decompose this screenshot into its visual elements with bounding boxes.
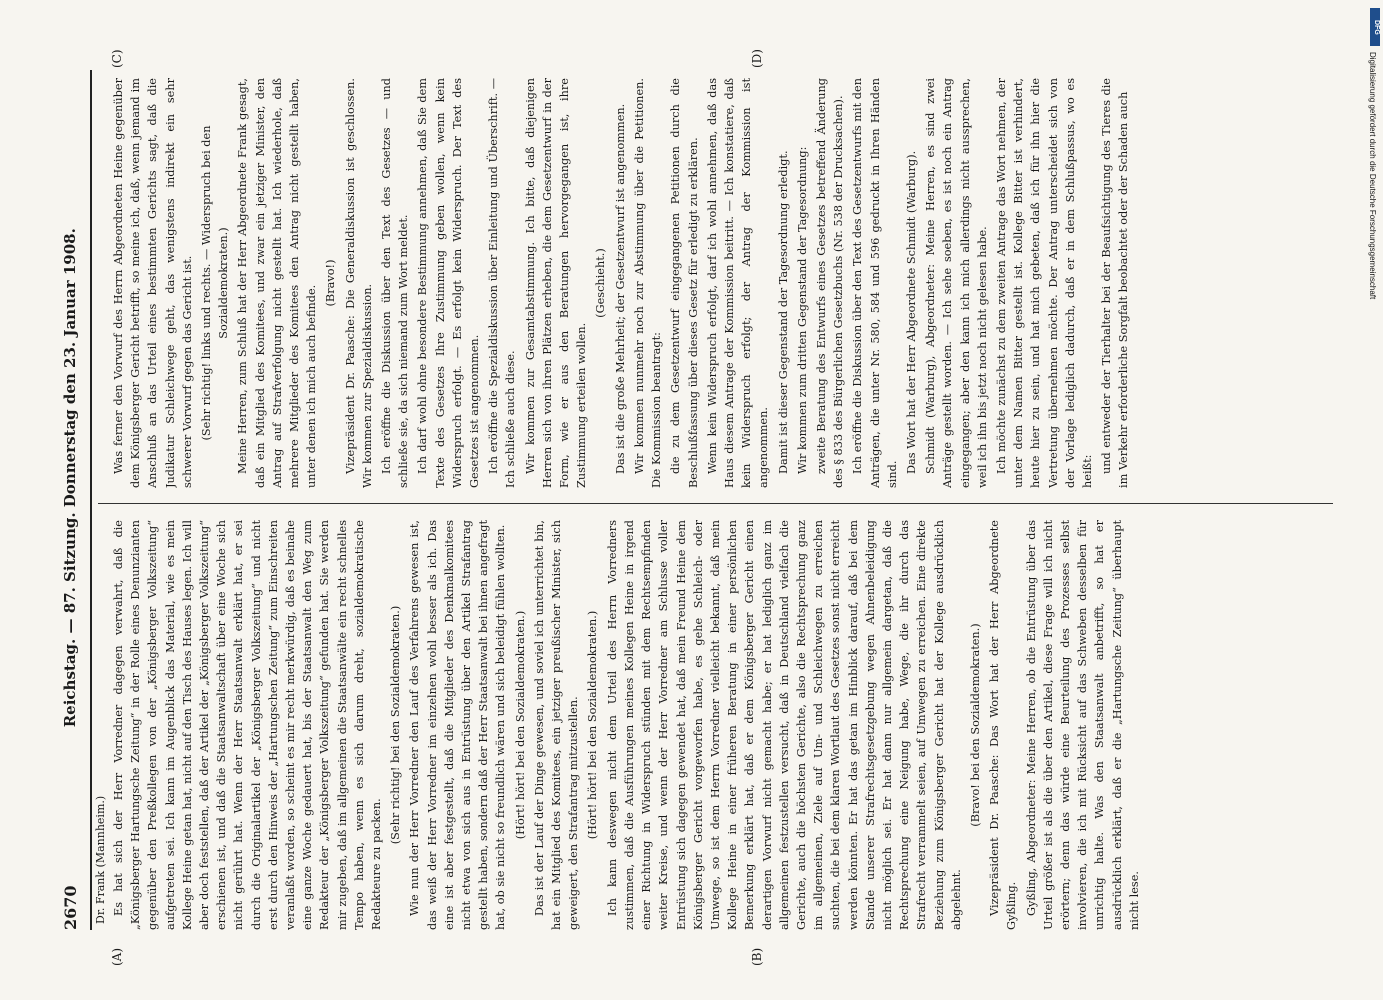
paragraph: Ich eröffne die Diskussion über den Text des Gesetzes — und schließe sie, da sich niemand zum Wort meldet. [380, 78, 411, 488]
header-title-right: Donnerstag den 23. Januar 1908. [61, 228, 79, 508]
rotated-page [50, 49, 1350, 966]
paragraph: die zu dem Gesetzentwurf eingegangenen Petitionen durch die Beschlußfassung über dieses Gesetz für erledigt zu erklären. [669, 78, 700, 488]
margin-marker-c: (C) [110, 49, 124, 68]
paragraph: Gyßling, Abgeordneter: Meine Herren, ob die Entrüstung über das Urteil größer ist als die über den Artikel, diese Frage will ich nicht erörtern; denn das würde eine Beurteilung des Prozesses selbst involvieren, die ich mit Rücksicht auf das Schweben desselben für unrichtig halte. Was den Staatsanwalt anbetrifft, so hat er ausdrücklich erklärt, daß er die „Hartungsche Zeitung“ überhaupt nicht lese. [1024, 520, 1141, 930]
paragraph: Wie nun der Herr Vorredner den Lauf des Verfahrens gewesen ist, das weiß der Herr Vorredner im einzelnen wohl besser als ich. Das eine ist aber festgestellt, daß die Mitglieder des Denkmalkomitees nicht etwa von sich aus in Entrüstung über den Artikel Strafantrag gestellt haben, sondern daß der Herr Staatsanwalt bei ihnen angefragt hat, ob sie nicht so freundlich wären und sich beleidigt fühlen wollten. [408, 520, 508, 930]
funding-note-strip [1368, 52, 1380, 832]
funding-note: Digitalisierung gefördert durch die Deutsche Forschungsgemeinschaft [1368, 52, 1377, 300]
paragraph: Ich möchte zunächst zu dem zweiten Antrage das Wort nehmen, der unter dem Namen Bitter gestellt ist. Kollege Bitter ist verhindert, heute hier zu sein, und hat mich gebeten, daß ich für ihn hier die Vertretung übernehmen möchte. Der Antrag unterscheidet sich von der Vorlage lediglich dadurch, daß er in dem Schlußpassus, wo es heißt: [994, 78, 1094, 488]
paragraph: Meine Herren, zum Schluß hat der Herr Abgeordnete Frank gesagt, daß ein Mitglied des Komitees, und zwar ein jetziger Minister, den Antrag auf Strafverfolgung nicht gestellt hat. Ich wiederhole, daß mehrere Mitglieder des Komitees den Antrag nicht gestellt haben, unter denen ich mich auch befinde. [236, 78, 319, 488]
dfg-logo: DFG [1370, 8, 1380, 46]
header-title-left: Reichstag. [61, 638, 79, 728]
paragraph: Das ist der Lauf der Dinge gewesen, und soviel ich unterrichtet bin, hat ein Mitglied des Komitees, ein jetziger preußischer Minister, sich geweigert, den Strafantrag mitzustellen. [532, 520, 581, 930]
paragraph: Ich eröffne die Diskussion über den Text des Gesetzentwurfs mit den Anträgen, die unter Nr. 580, 584 und 596 gedruckt in Ihren Händen sind. [851, 78, 899, 488]
paragraph: Wir kommen zum dritten Gegenstand der Tagesordnung: [795, 146, 809, 474]
margin-marker-b: (B) [750, 947, 764, 966]
page-header [50, 70, 92, 930]
column-divider [98, 503, 1333, 504]
paragraph: Das ist die große Mehrheit; der Gesetzentwurf ist angenommen. [613, 103, 627, 474]
paragraph: Was ferner den Vorwurf des Herrn Abgeordneten Heine gegenüber dem Königsberger Gericht betrifft, so meine ich, daß, wenn jemand im Anschluß an das Urteil eines bestimmten Gerichts sagt, daß die Judikatur Schleichwege geht, das wenigstens indirekt ein sehr schwerer Vorwurf gegen das Gericht ist. [112, 78, 194, 488]
paragraph: Wir kommen zur Gesamtabstimmung. Ich bitte, daß diejenigen Herren sich von ihren Plätzen erheben, die dem Gesetzentwurf in der Form, wie er aus den Beratungen hervorgegangen ist, ihre Zustimmung erteilen wollen. [523, 78, 589, 488]
paragraph: Es hat sich der Herr Vorredner dagegen verwahrt, daß die „Königsberger Hartungsche Zeitung“ in der Rolle eines Denunzianten gegenüber den Preßkollegen von der „Königsberger Volkszeitung“ aufgetreten sei. Ich kann im Augenblick das Material, wie es mein Kollege Heine getan hat, nicht auf den Tisch des Hauses legen. Ich will aber doch feststellen, daß der Artikel der „Königsberger Volkszeitung“ erschienen ist, und daß die Staatsanwaltschaft über eine Woche sich nicht gerührt hat. Wenn der Herr Staatsanwalt erklärt hat, er sei durch die Originalartikel der „Königsberger Volkszeitung“ und nicht erst durch den Hinweis der „Hartungschen Zeitung“ zum Einschreiten veranlaßt worden, so scheint es mir recht merkwürdig, daß es beinahe eine ganze Woche gedauert hat, bis der Staatsanwalt den Weg zum Redakteur der „Königsberger Volkszeitung“ gefunden hat. Sie werden mir zugeben, daß im allgemeinen die Staatsanwälte ein recht schnelles Tempo haben, wenn es sich darum dreht, sozialdemokratische Redakteure zu packen. [112, 520, 384, 930]
paragraph: (Hört! hört! bei den Sozialdemokraten.) [586, 610, 600, 840]
left-column [110, 520, 1330, 930]
paragraph: Damit ist dieser Gegenstand der Tagesordnung erledigt. [776, 150, 790, 474]
paragraph: Wenn kein Widerspruch erfolgt, darf ich wohl annehmen, daß das Haus diesem Antrage der Kommission beitritt. — Ich konstatiere, daß kein Widerspruch erfolgt; der Antrag der Kommission ist angenommen. [705, 78, 771, 488]
margin-marker-a: (A) [110, 947, 124, 966]
paragraph: (Hört! hört! bei den Sozialdemokraten.) [513, 610, 527, 840]
paragraph: (Bravo!) [324, 259, 338, 307]
paragraph: (Sehr richtig! links und rechts. — Widerspruch bei den Sozialdemokraten.) [200, 125, 231, 441]
paragraph: Ich eröffne die Spezialdiskussion über Einleitung und Überschrift. — Ich schließe auch diese. [487, 78, 518, 488]
paragraph: Ich kann deswegen nicht dem Urteil des Herrn Vorredners zustimmen, daß die Ausführungen meines Kollegen Heine in irgend einer Richtung in Widerspruch stünden mit dem Rechtsempfinden weiter Kreise, und wenn der Herr Vorredner am Schlusse voller Entrüstung sich dagegen gewendet hat, daß mein Freund Heine dem Königsberger Gericht vorgeworfen habe, es gehe Schleich- oder Umwege, so ist dem Herrn Vorredner vielleicht bekannt, daß mein Kollege Heine in einer früheren Beratung in einer persönlichen Bemerkung erklärt hat, daß er dem Königsberger Gericht einen derartigen Vorwurf nicht gemacht habe; er hat lediglich ganz im allgemeinen festzustellen versucht, daß in Deutschland vielfach die Gerichte, auch die höchsten Gerichte, also die Rechtsprechung ganz im allgemeinen, Ziele auf Um- und Schleichwegen zu erreichen suchten, die bei dem klaren Wortlaut des Gesetzes sonst nicht erreicht werden könnten. Er hat das getan im Hinblick darauf, daß bei dem Stande unserer Strafrechtsgesetzgebung wegen Ahnenbeleidigung nicht möglich sei. Er hat dann nur allgemein dargetan, daß die Rechtsprechung eine Neigung habe, Wege, die ihr durch das Strafrecht verrammelt seien, auf Umwegen zu erreichen. Eine direkte Beziehung zum Königsberger Gericht hat der Kollege ausdrücklich abgelehnt. [605, 520, 963, 930]
paragraph: Schmidt (Warburg), Abgeordneter: Meine Herren, es sind zwei Anträge gestellt worden. — Ich sehe soeben, es ist noch ein Antrag eingegangen; aber den kann ich mich allerdings nicht aussprechen, weil ich ihn bis jetzt noch nicht gelesen habe. [924, 78, 989, 488]
paragraph: Vizepräsident Dr. Paasche: Die Generaldiskussion ist geschlossen. Wir kommen zur Spezialdiskussion. [343, 78, 374, 488]
page-number: 2670 [60, 885, 80, 930]
paragraph: (Sehr richtig! bei den Sozialdemokraten.) [389, 605, 403, 845]
paragraph: und entweder der Tierhalter bei der Beaufsichtigung des Tieres die im Verkehr erforderliche Sorgfalt beobachtet oder der Schaden auch [1100, 78, 1131, 488]
paragraph: Das Wort hat der Herr Abgeordnete Schmidt (Warburg). [904, 150, 918, 474]
paragraph: Vizepräsident Dr. Paasche: Das Wort hat der Herr Abgeordnete Gyßling. [988, 520, 1019, 930]
right-column [110, 78, 1330, 488]
header-title-center: — 87. Sitzung. [61, 512, 79, 634]
header-title [61, 228, 79, 727]
paragraph: (Bravo! bei den Sozialdemokraten.) [968, 623, 982, 827]
paragraph: (Geschieht.) [594, 248, 608, 318]
paragraph: Wir kommen nunmehr noch zur Abstimmung über die Petitionen. Die Kommission beantragt: [632, 78, 664, 488]
paragraph: Ich darf wohl ohne besondere Bestimmung annehmen, daß Sie dem Texte des Gesetzes Ihre Zustimmung geben wollen, wenn kein Widerspruch erfolgt. — Es erfolgt kein Widerspruch. Der Text des Gesetzes ist angenommen. [416, 78, 482, 488]
margin-marker-d: (D) [750, 49, 764, 68]
paragraph: zweite Beratung des Entwurfs eines Gesetzes betreffend Änderung des § 833 des Bürgerlichen Gesetzbuchs (Nr. 538 der Drucksachen). [814, 78, 846, 488]
speaker-subhead: Dr. Frank (Mannheim.) [94, 795, 107, 924]
